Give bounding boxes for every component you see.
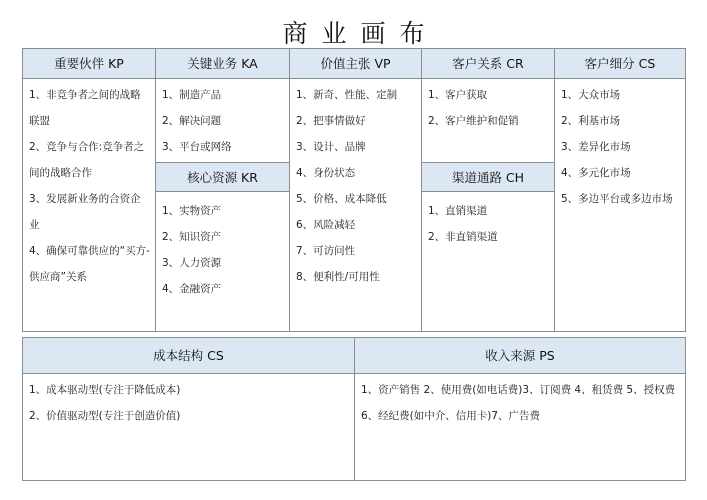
block-customer-segments bbox=[555, 49, 685, 331]
block-header: 价值主张 VP bbox=[290, 49, 421, 79]
list-item: 3、发展新业务的合资企业 bbox=[29, 193, 141, 231]
canvas-top-grid bbox=[22, 48, 686, 332]
block-revenue-streams bbox=[355, 338, 685, 480]
block-header: 成本结构 CS bbox=[23, 338, 354, 374]
list-item: 2、价值驱动型(专注于创造价值) bbox=[29, 410, 181, 422]
block-header: 收入来源 PS bbox=[355, 338, 685, 374]
list-item: 3、差异化市场 bbox=[561, 141, 631, 153]
list-item: 2、把事情做好 bbox=[296, 115, 366, 127]
block-key-activities-resources bbox=[156, 49, 290, 331]
list-item: 1、实物资产 bbox=[162, 205, 222, 217]
list-item: 5、多边平台或多边市场 bbox=[561, 193, 673, 205]
block-header: 客户关系 CR bbox=[422, 49, 554, 79]
list-item: 1、制造产品 bbox=[162, 89, 222, 101]
list-item: 7、可访问性 bbox=[296, 245, 356, 257]
list-item: 1、直销渠道 bbox=[428, 205, 488, 217]
list-item: 4、多元化市场 bbox=[561, 167, 631, 179]
revenue-text: 1、资产销售 2、使用费(如电话费)3、订阅费 4、租赁费 5、授权费 6、经纪费(如中介、信用卡)7、广告费 bbox=[361, 384, 676, 422]
list-item: 1、客户获取 bbox=[428, 89, 488, 101]
list-item: 3、人力资源 bbox=[162, 257, 222, 269]
list-item: 2、解决问题 bbox=[162, 115, 222, 127]
list-item: 5、价格、成本降低 bbox=[296, 193, 387, 205]
list-item: 2、竞争与合作:竞争者之间的战略合作 bbox=[29, 141, 145, 179]
list-item: 1、新奇、性能、定制 bbox=[296, 89, 398, 101]
list-item: 4、身份状态 bbox=[296, 167, 356, 179]
block-key-partners bbox=[23, 49, 156, 331]
block-key-resources bbox=[156, 162, 289, 302]
list-item: 2、利基市场 bbox=[561, 115, 621, 127]
canvas-bottom-grid bbox=[22, 337, 686, 481]
page-title: 商业画布 bbox=[282, 19, 439, 48]
key-activities-list bbox=[156, 79, 289, 160]
block-cost-structure bbox=[23, 338, 355, 480]
block-header: 渠道通路 CH bbox=[422, 162, 554, 192]
customer-relationships-list bbox=[422, 79, 554, 134]
block-header: 客户细分 CS bbox=[555, 49, 685, 79]
list-item: 4、金融资产 bbox=[162, 283, 222, 295]
block-value-proposition bbox=[290, 49, 422, 331]
block-header: 核心资源 KR bbox=[156, 162, 289, 192]
list-item: 1、大众市场 bbox=[561, 89, 621, 101]
list-item: 4、确保可靠供应的“买方-供应商”关系 bbox=[29, 245, 150, 283]
block-header: 重要伙伴 KP bbox=[23, 49, 155, 79]
list-item: 3、设计、品牌 bbox=[296, 141, 366, 153]
block-channels bbox=[422, 162, 554, 250]
list-item: 6、风险减轻 bbox=[296, 219, 356, 231]
list-item: 2、知识资产 bbox=[162, 231, 222, 243]
block-customer-relationships-channels bbox=[422, 49, 555, 331]
list-item: 3、平台或网络 bbox=[162, 141, 232, 153]
list-item: 2、非直销渠道 bbox=[428, 231, 498, 243]
list-item: 1、成本驱动型(专注于降低成本) bbox=[29, 384, 181, 396]
list-item: 8、便利性/可用性 bbox=[296, 271, 380, 283]
list-item: 1、非竞争者之间的战略联盟 bbox=[29, 89, 141, 127]
block-header: 关键业务 KA bbox=[156, 49, 289, 79]
list-item: 2、客户维护和促销 bbox=[428, 115, 519, 127]
